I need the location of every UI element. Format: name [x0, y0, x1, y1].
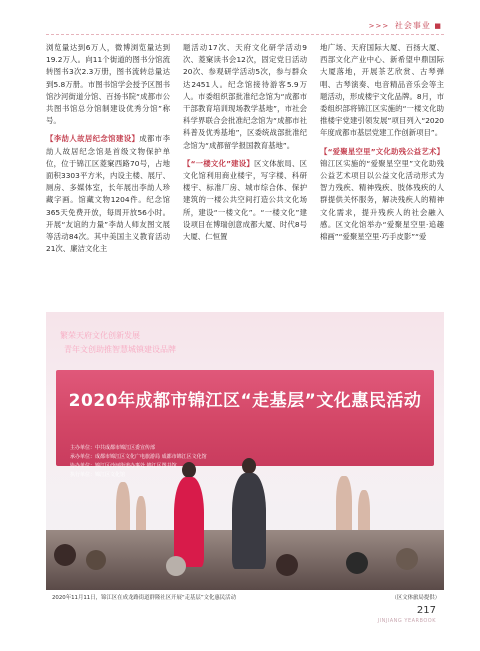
section-heading: 【“爱聚星空里”文化助残公益艺术】 — [320, 146, 444, 156]
page-number: 217 — [416, 605, 436, 616]
section-marker-icon: >>> — [368, 22, 390, 30]
photo-slogan-2: 青年文创助推智慧城镇建设品牌 — [64, 345, 176, 354]
audience-head — [346, 552, 368, 574]
audience-head — [166, 556, 186, 576]
section-heading: 【“一楼文化”建设】 — [183, 158, 254, 168]
banner-title: 2020年成都市锦江区“走基层”文化惠民活动 — [68, 391, 422, 411]
host-male-head — [242, 458, 256, 474]
audience-head — [276, 554, 298, 576]
column-2 — [183, 42, 307, 243]
section-body: 锦江区实施的“爱聚星空里”文化助残公益艺术项目以公益文化活动形式为智力残疾、精神残疾、肢体残疾的人群提供关怀服务，解决残疾人的精神文化需求，提升残疾人的社会融入感。区文化馆举办“爱聚星空里·追趣棉画”“爱聚星空里·巧手皮影”“爱 — [320, 158, 444, 242]
page-footer-label: JINJIANG YEARBOOK — [377, 618, 436, 624]
caption-credit: （区文体旅局提供） — [391, 595, 440, 601]
event-photo — [46, 312, 444, 590]
audience-head — [396, 548, 418, 570]
host-female-head — [182, 462, 196, 478]
paragraph: 地广场、天府国际大厦、百扬大厦、西部文化产业中心、新希望中鼎国际大厦落地，开展茶艺欣赏、古琴弹唱、古琴演奏、电音精品音乐会等主题活动，形成楼宇文化品牌。8月，市委组织部将锦江区实施的“一楼文化助推楼宇党建引领发展”项目列入“2020年度成都市基层党建工作创新项目”。 — [320, 43, 444, 138]
running-header: >>> 社会事业 ■ — [368, 21, 442, 30]
paragraph: 题活动17次、天府文化研学活动9次、菱窠读书会12次，固定党日活动20次、参观研学活动5次，参与群众达2451人。纪念馆接待游客5.9万人。市委组织部批准纪念馆为“成都市干部教育培训现场教学基地”，市社会科学界联合会批准纪念馆为“成都市社科普及优秀基地”，区委统战部批准纪念馆为“成都留学报国教育基地”。 — [183, 43, 307, 150]
host-male — [232, 473, 266, 569]
paragraph: 浏览量达到6万人，微博浏览量达到19.2万人。向11个街道的图书分馆流转图书3次2.3万册，图书流转总量达到5.8万册。市图书馆学会授予区图书馆沙河街道分馆、百扬书院“成都市公共图书馆总分馆制建设优秀分馆”称号。 — [46, 43, 170, 126]
section-paragraph — [320, 146, 444, 244]
section-body: 区文体旅局、区文化馆利用商业楼宇，写字楼、科研楼宇、标准厂房、城市综合体、保护建筑的一楼公共空间打造公共文化场所，建设“一楼文化”。“一楼文化”建设项目在博瑞创意成都大厦、时代8号大厦、仁恒置 — [183, 158, 307, 242]
section-title: 社会事业 — [394, 21, 431, 30]
banner-info-line: 执行单位：锦江区文化馆 — [70, 472, 126, 478]
text-columns — [46, 42, 444, 310]
section-paragraph — [46, 133, 170, 255]
banner-info-line: 协办单位：锦江区沙河街道办事处 锦江区图书馆 — [70, 463, 177, 469]
photo-caption — [52, 593, 440, 601]
section-body: 成都市李劼人故居纪念馆是首级文物保护单位，位于锦江区菱窠西路70号，占地面积3303平方米，内设主楼、展厅、厕房、多媒体室，长年展出李劼人珍藏字画。馆藏文物1204件。纪念馆365天免费开放，每周开放56小时。开展“友谊的力量”李劼人师友图文展等活动84次。其中美国主义教育活动21次、廉洁文化主 — [46, 134, 170, 254]
column-3 — [320, 42, 444, 243]
audience-head — [54, 544, 76, 566]
section-heading: 【李劼人故居纪念馆建设】 — [46, 134, 140, 144]
column-1 — [46, 42, 170, 255]
section-paragraph — [183, 158, 307, 243]
caption-text: 2020年11月11日，锦江区在成龙路街道群隆社区开展“走基层”文化惠民活动 — [52, 595, 236, 601]
banner-info-organizer: 主办单位：中共成都市锦江区委宣传部 — [70, 445, 156, 451]
audience-head — [86, 550, 106, 570]
header-divider — [46, 34, 444, 35]
banner-info-line: 承办单位：成都市锦江区文化广电旅游局 成都市锦江区文化馆 — [70, 454, 207, 460]
photo-slogan-1: 繁荣天府文化创新发展 — [60, 331, 140, 340]
host-female — [174, 477, 204, 567]
